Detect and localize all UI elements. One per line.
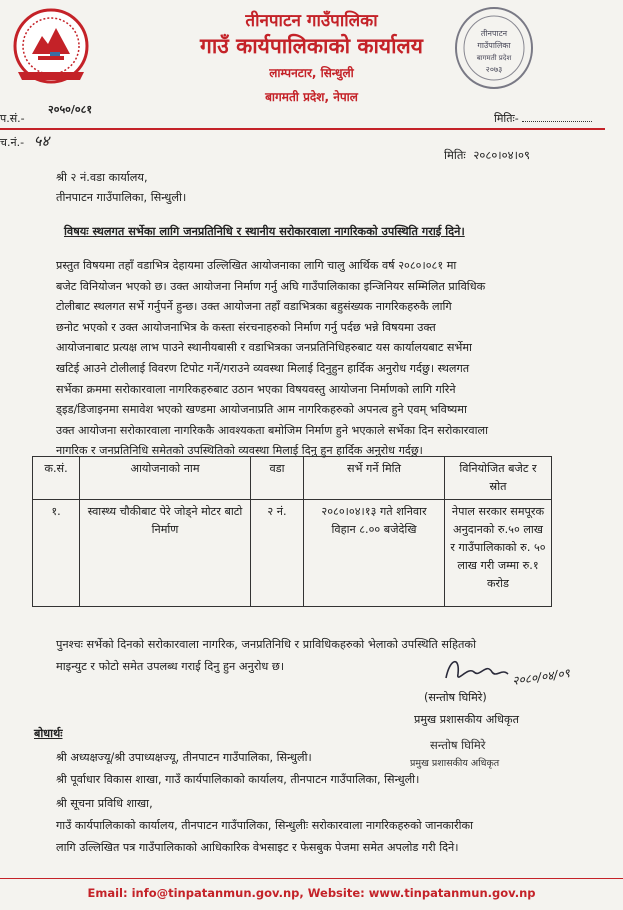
col-sn: क.सं. bbox=[33, 457, 80, 500]
office-province: बागमती प्रदेश, नेपाल bbox=[265, 90, 358, 104]
body-line: उक्त आयोजना सरोकारवाला नागरिककै आवश्यकता बमोजिम निर्माण हुने भएकाले सर्भेका दिन सरोकारवाला bbox=[56, 423, 488, 437]
signatory-title: प्रमुख प्रशासकीय अधिकृत bbox=[414, 713, 520, 726]
cc-item: लागि उल्लिखित पत्र गाउँपालिकाको आधिकारिक वेभसाइट र फेसबुक पेजमा समेत अपलोड गरी दिने। bbox=[56, 841, 459, 854]
top-date bbox=[494, 111, 592, 126]
body-line: टोलीबाट स्थलगत सर्भे गर्नुपर्ने हुन्छ। उक्त आयोजना तहाँ वडाभित्रका बहुसंख्यक नागरिकहरुकै लागि bbox=[56, 300, 452, 314]
cc-label: बोधार्थः bbox=[34, 727, 63, 740]
footer-divider bbox=[0, 878, 623, 879]
cc-item: श्री सूचना प्रविधि शाखा, bbox=[56, 797, 153, 810]
cell-project-name: स्वास्थ्य चौकीबाट पेरे जोड्ने मोटर बाटो निर्माण bbox=[80, 500, 251, 607]
body-line: बजेट विनियोजन भएको छ। उक्त आयोजना निर्माण गर्नु अघि गाउँपालिकाका इन्जिनियर सम्मिलित प्राविधिक bbox=[56, 279, 486, 293]
table-row bbox=[33, 500, 552, 607]
postscript-line-1: पुनश्चः सर्भेको दिनको सरोकारवाला नागरिक, जनप्रतिनिधि र प्राविधिकहरुको भेलाको उपस्थिति सहितको bbox=[56, 638, 477, 651]
patra-label: प.सं.- bbox=[0, 112, 25, 125]
col-budget: विनियोजित बजेट र स्रोत bbox=[445, 457, 552, 500]
signature-date: २०८०/०४/०९ bbox=[511, 666, 571, 688]
svg-text:बागमती प्रदेश: बागमती प्रदेश bbox=[476, 54, 512, 62]
cc-item: श्री पूर्वाधार विकास शाखा, गाउँ कार्यपालिकाको कार्यालय, तीनपाटन गाउँपालिका, सिन्धुली। bbox=[56, 773, 420, 786]
office-location: लाम्पनटार, सिन्धुली bbox=[269, 66, 354, 80]
patra-sankhya bbox=[0, 111, 25, 126]
office-name: गाउँ कार्यपालिकाको कार्यालय bbox=[200, 34, 423, 58]
col-ward: वडा bbox=[251, 457, 304, 500]
name-stamp: सन्तोष घिमिरे bbox=[430, 738, 486, 752]
footer-contact: Email: info@tinpatanmun.gov.np, Website: www.tinpatanmun.gov.np bbox=[87, 886, 536, 900]
cell-ward: २ नं. bbox=[251, 500, 304, 607]
signatory-name: (सन्तोष घिमिरे) bbox=[424, 691, 487, 704]
cc-item: श्री अध्यक्षज्यू/श्री उपाध्यक्षज्यू, तीनपाटन गाउँपालिका, सिन्धुली। bbox=[56, 751, 312, 764]
svg-text:२०७३: २०७३ bbox=[485, 65, 503, 74]
subject-line: विषयः स्थलगत सर्भेका लागि जनप्रतिनिधि र स्थानीय सरोकारवाला नागरिकको उपस्थिति गराई दिने। bbox=[64, 225, 465, 238]
project-table bbox=[32, 456, 552, 607]
chalani-value: ५४ bbox=[33, 132, 50, 150]
body-line: खटिई आउने टोलीलाई विवरण टिपोट गर्ने/गराउने व्यवस्था मिलाई दिनुहुन हार्दिक अनुरोध गर्दछु। स्थलगत bbox=[56, 361, 470, 375]
letter-date-value: २०८०।०४।०९ bbox=[473, 148, 530, 162]
cell-budget: नेपाल सरकार समपूरक अनुदानको रु.५० लाख र गाउँपालिकाको रु. ५० लाख गरी जम्मा रु.१ करोड bbox=[445, 500, 552, 607]
cell-sn: १. bbox=[33, 500, 80, 607]
municipality-name: तीनपाटन गाउँपालिका bbox=[245, 11, 378, 31]
svg-text:तीनपाटन: तीनपाटन bbox=[480, 29, 508, 38]
recipient bbox=[56, 168, 186, 208]
body-line: ड्इड/डिजाइनमा समावेश भएको खण्डमा आयोजनाप्रति आम नागरिकहरुको अपनत्व हुने एवम् भविष्यमा bbox=[56, 403, 467, 417]
header-divider bbox=[0, 128, 605, 130]
logo-caption: २०५०/०८१ bbox=[48, 103, 93, 116]
postscript-line-2: माइन्युट र फोटो समेत उपलब्ध गराई दिनु हुन अनुरोध छ। bbox=[56, 660, 285, 673]
col-project-name: आयोजनाको नाम bbox=[80, 457, 251, 500]
recipient-line-2: तीनपाटन गाउँपालिका, सिन्धुली। bbox=[56, 191, 187, 204]
cc-item: गाउँ कार्यपालिकाको कार्यालय, तीनपाटन गाउँपालिका, सिन्धुलीः सरोकारवाला नागरिकहरुको जानकारीका bbox=[56, 819, 474, 832]
chalani-number bbox=[0, 131, 49, 151]
body-line: छनोट भएको र उक्त आयोजनाभित्र के कस्ता संरचनाहरुको निर्माण गर्नु पर्दछ भन्ने विषयमा उक्त bbox=[56, 320, 436, 334]
chalani-label: च.नं.- bbox=[0, 136, 25, 149]
letter-date bbox=[444, 148, 530, 163]
top-date-label: मितिः- bbox=[494, 112, 519, 125]
title-stamp: प्रमुख प्रशासकीय अधिकृत bbox=[410, 758, 500, 769]
cell-survey-date: २०८०।०४।१३ गते शनिवार विहान ८.०० बजेदेखि bbox=[304, 500, 445, 607]
body-line: आयोजनाबाट प्रत्यक्ष लाभ पाउने स्थानीयबासी र वडाभित्रका जनप्रतिनिधिहरुबाट यस कार्यालयबाट सर्भेमा bbox=[56, 341, 472, 355]
letter-date-label: मितिः bbox=[444, 148, 466, 162]
col-survey-date: सर्भे गर्ने मिति bbox=[304, 457, 445, 500]
table-header-row bbox=[33, 457, 552, 500]
body-line: प्रस्तुत विषयमा तहाँ वडाभित्र देहायमा उल्लिखित आयोजनाका लागि चालु आर्थिक वर्ष २०८०।०८१ मा bbox=[56, 259, 457, 272]
body-line: नागरिक र जनप्रतिनिधि समेतको उपस्थितिको व्यवस्था मिलाई दिनु हुन हार्दिक अनुरोध गर्दछु। bbox=[56, 444, 423, 458]
recipient-line-1: श्री २ नं.वडा कार्यालय, bbox=[56, 171, 148, 184]
top-date-blank bbox=[522, 121, 592, 122]
letter-body bbox=[56, 256, 580, 462]
svg-text:गाउँपालिका: गाउँपालिका bbox=[477, 41, 511, 50]
body-line: सर्भेका क्रममा सरोकारवाला नागरिकहरुबाट उठान भएका विषयवस्तु आयोजना निर्माणको लागि गरिने bbox=[56, 382, 456, 396]
